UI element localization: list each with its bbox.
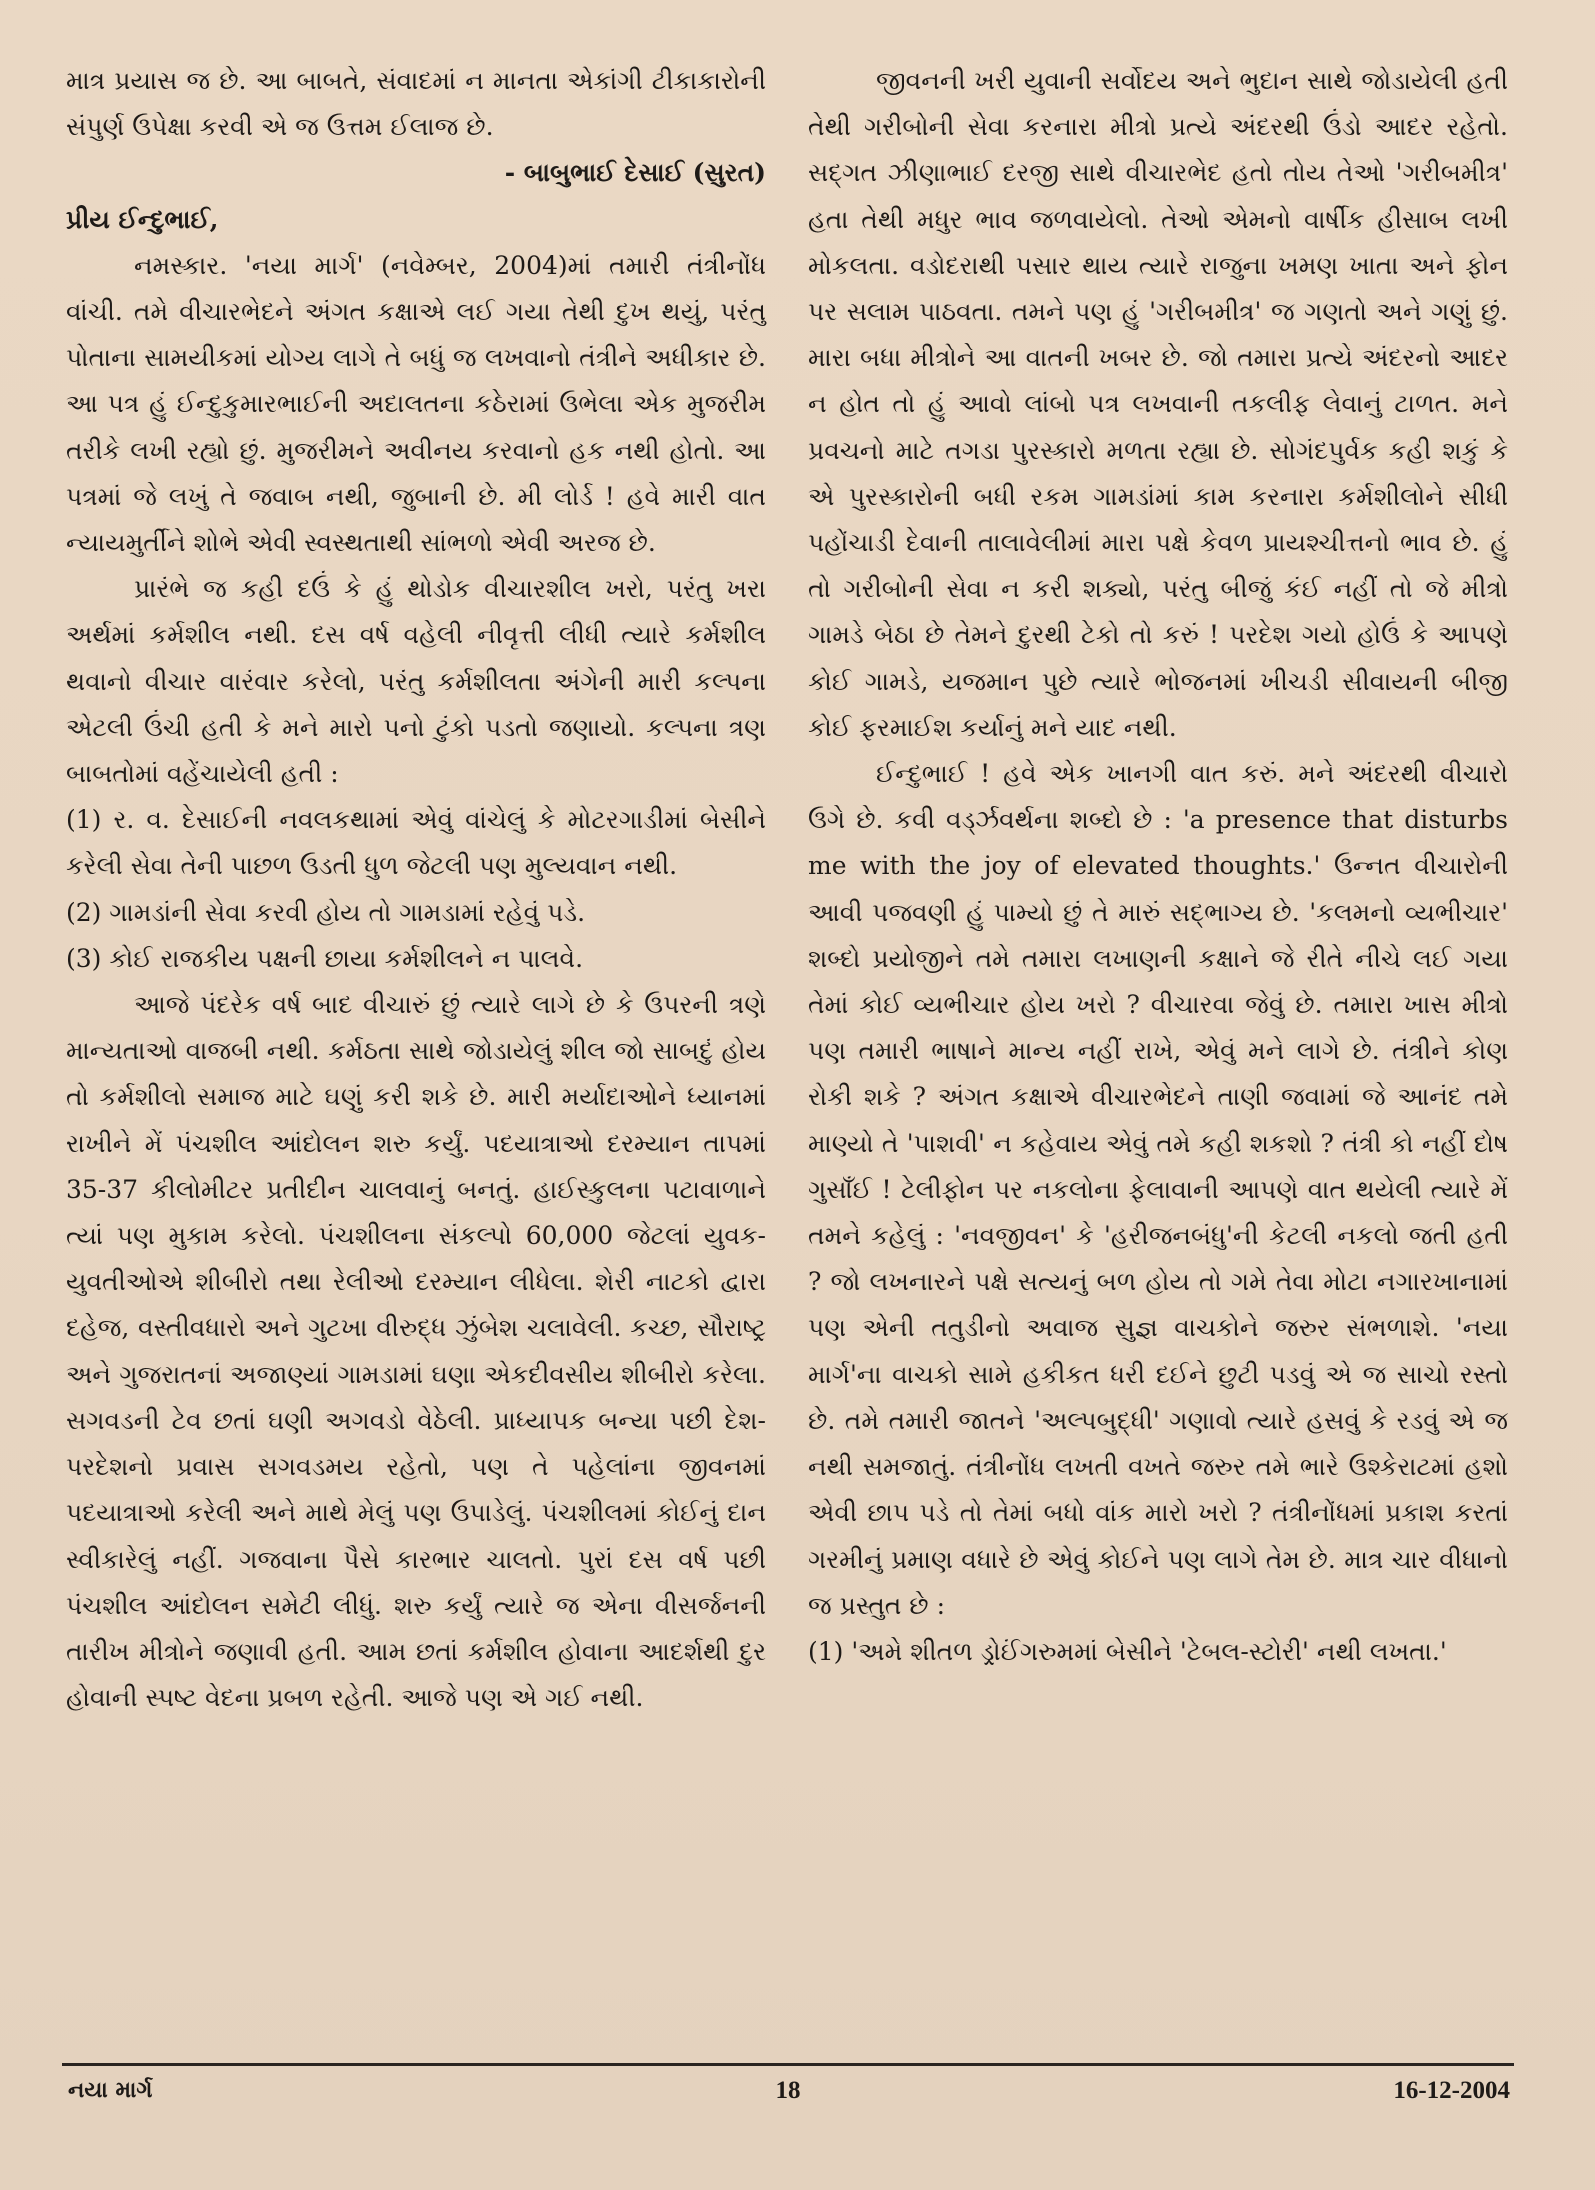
letter-paragraph: જીવનની ખરી યુવાની સર્વોદય અને ભુદાન સાથે જોડાયેલી હતી તેથી ગરીબોની સેવા કરનારા મીત્રો પ્રત્યે અંદરથી ઉંડો આદર રહેતો. સદ્ગત ઝીણાભાઈ દરજી સાથે વીચારભેદ હતો તોય તેઓ 'ગરીબમીત્ર' હતા તેથી મધુર ભાવ જળવાયેલો. તેઓ એમનો વાર્ષીક હીસાબ લખી મોકલતા. વડોદરાથી પસાર થાય ત્યારે રાજુના ખમણ ખાતા અને ફોન પર સલામ પાઠવતા. તમને પણ હું 'ગરીબમીત્ર' જ ગણતો અને ગણું છું. મારા બધા મીત્રોને આ વાતની ખબર છે. જો તમારા પ્રત્યે અંદરનો આદર ન હોત તો હું આવો લાંબો પત્ર લખવાની તકલીફ લેવાનું ટાળત. મને પ્રવચનો માટે તગડા પુરસ્કારો મળતા રહ્યા છે. સોગંદપુર્વક કહી શકું કે એ પુરસ્કારોની બધી રકમ ગામડાંમાં કામ કરનારા કર્મશીલોને સીધી પહોંચાડી દેવાની તાલાવેલીમાં મારા પક્ષે કેવળ પ્રાયશ્ચીત્તનો ભાવ છે. હું તો ગરીબોની સેવા ન કરી શક્યો, પરંતુ બીજું કંઈ નહીં તો જે મીત્રો ગામડે બેઠા છે તેમને દુરથી ટેકો તો કરું ! પરદેશ ગયો હોઉં કે આપણે કોઈ ગામડે, યજમાન પુછે ત્યારે ભોજનમાં ખીચડી સીવાયની બીજી કોઈ ફરમાઈશ કર્યાનું મને યાદ નથી. xyxy=(808,66,1508,742)
letter-salutation: પ્રીય ઈન્દુભાઈ, xyxy=(66,204,219,234)
letter-paragraph: પ્રારંભે જ કહી દઉં કે હું થોડોક વીચારશીલ ખરો, પરંતુ ખરા અર્થમાં કર્મશીલ નથી. દસ વર્ષ વહેલી નીવૃત્તી લીધી ત્યારે કર્મશીલ થવાનો વીચાર વારંવાર કરેલો, પરંતુ કર્મશીલતા અંગેની મારી કલ્પના એટલી ઉંચી હતી કે મને મારો પનો ટુંકો પડતો જણાયો. કલ્પના ત્રણ બાબતોમાં વહેંચાયેલી હતી : xyxy=(66,574,766,789)
list-item: (1) ર. વ. દેસાઈની નવલકથામાં એવું વાંચેલું કે મોટરગાડીમાં બેસીને કરેલી સેવા તેની પાછળ ઉડતી ધુળ જેટલી પણ મુલ્યવાન નથી. xyxy=(66,805,766,881)
letter-paragraph: ઈન્દુભાઈ ! હવે એક ખાનગી વાત કરું. મને અંદરથી વીચારો ઉગે છે. કવી વર્ડ્ઝવર્થના શબ્દો છે : 'a presence that disturbs me with the joy of elevated thoughts.' ઉન્નત વીચારોની આવી પજવણી હું પામ્યો છું તે મારું સદ્ભાગ્ય છે. 'કલમનો વ્યભીચાર' શબ્દો પ્રયોજીને તમે તમારા લખાણની કક્ષાને જે રીતે નીચે લઈ ગયા તેમાં કોઈ વ્યભીચાર હોય ખરો ? વીચારવા જેવું છે. તમારા ખાસ મીત્રો પણ તમારી ભાષાને માન્ય નહીં રાખે, એવું મને લાગે છે. તંત્રીને કોણ રોકી શકે ? અંગત કક્ષાએ વીચારભેદને તાણી જવામાં જે આનંદ તમે માણ્યો તે 'પાશવી' ન કહેવાય એવું તમે કહી શકશો ? તંત્રી કો નહીં દોષ ગુસાઁઈ ! ટેલીફોન પર નકલોના ફેલાવાની આપણે વાત થયેલી ત્યારે મેં તમને કહેલું : 'નવજીવન' કે 'હરીજનબંધુ'ની કેટલી નકલો જતી હતી ? જો લખનારને પક્ષે સત્યનું બળ હોય તો ગમે તેવા મોટા નગારખાનામાં પણ એની તતુડીનો અવાજ સુજ્ઞ વાચકોને જરુર સંભળાશે. 'નયા માર્ગ'ના વાચકો સામે હકીકત ધરી દઈને છુટી પડવું એ જ સાચો રસ્તો છે. તમે તમારી જાતને 'અલ્પબુદ્ધી' ગણાવો ત્યારે હસવું કે રડવું એ જ નથી સમજાતું. તંત્રીનોંધ લખતી વખતે જરુર તમે ભારે ઉશ્કેરાટમાં હશો એવી છાપ પડે તો તેમાં બધો વાંક મારો ખરો ? તંત્રીનોંધમાં પ્રકાશ કરતાં ગરમીનું પ્રમાણ વધારે છે એવું કોઈને પણ લાગે તેમ છે. માત્ર ચાર વીધાનો જ પ્રસ્તુત છે : xyxy=(808,759,1508,1620)
publication-name: નયા માર્ગ xyxy=(68,2077,153,2103)
page-number: 18 xyxy=(775,2077,801,2104)
list-item: (3) કોઈ રાજકીય પક્ષની છાયા કર્મશીલને ન પાલવે. xyxy=(66,943,584,973)
letter-paragraph: નમસ્કાર. 'નયા માર્ગ' (નવેમ્બર, 2004)માં તમારી તંત્રીનોંધ વાંચી. તમે વીચારભેદને અંગત કક્ષાએ લઈ ગયા તેથી દુખ થયું, પરંતુ પોતાના સામયીકમાં યોગ્ય લાગે તે બધું જ લખવાનો તંત્રીને અધીકાર છે. આ પત્ર હું ઈન્દુકુમારભાઈની અદાલતના કઠેરામાં ઉભેલા એક મુજરીમ તરીકે લખી રહ્યો છું. મુજરીમને અવીનય કરવાનો હક નથી હોતો. આ પત્રમાં જે લખું તે જવાબ નથી, જુબાની છે. મી લોર્ડ ! હવે મારી વાત ન્યાયમુર્તીને શોભે એવી સ્વસ્થતાથી સાંભળો એવી અરજ છે. xyxy=(66,250,766,558)
issue-date: 16-12-2004 xyxy=(1393,2077,1510,2104)
right-column xyxy=(808,58,1508,1675)
letter-signature: - બાબુભાઈ દેસાઈ (સુરત) xyxy=(504,158,766,188)
letter-paragraph: આજે પંદરેક વર્ષ બાદ વીચારું છું ત્યારે લાગે છે કે ઉપરની ત્રણે માન્યતાઓ વાજબી નથી. કર્મઠતા સાથે જોડાયેલું શીલ જો સાબદું હોય તો કર્મશીલો સમાજ માટે ઘણું કરી શકે છે. મારી મર્યાદાઓને ધ્યાનમાં રાખીને મેં પંચશીલ આંદોલન શરુ કર્યું. પદયાત્રાઓ દરમ્યાન તાપમાં 35-37 કીલોમીટર પ્રતીદીન ચાલવાનું બનતું. હાઈસ્કુલના પટાવાળાને ત્યાં પણ મુકામ કરેલો. પંચશીલના સંકલ્પો 60,000 જેટલાં યુવક-યુવતીઓએ શીબીરો તથા રેલીઓ દરમ્યાન લીધેલા. શેરી નાટકો દ્વારા દહેજ, વસ્તીવધારો અને ગુટખા વીરુદ્ધ ઝુંબેશ ચલાવેલી. કચ્છ, સૌરાષ્ટ્ર અને ગુજરાતનાં અજાણ્યાં ગામડામાં ઘણા એકદીવસીય શીબીરો કરેલા. સગવડની ટેવ છતાં ઘણી અગવડો વેઠેલી. પ્રાધ્યાપક બન્યા પછી દેશ-પરદેશનો પ્રવાસ સગવડમય રહેતો, પણ તે પહેલાંના જીવનમાં પદયાત્રાઓ કરેલી અને માથે મેલું પણ ઉપાડેલું. પંચશીલમાં કોઈનું દાન સ્વીકારેલું નહીં. ગજવાના પૈસે કારભાર ચાલતો. પુરાં દસ વર્ષ પછી પંચશીલ આંદોલન સમેટી લીધું. શરુ કર્યું ત્યારે જ એના વીસર્જનની તારીખ મીત્રોને જણાવી હતી. આમ છતાં કર્મશીલ હોવાના આદર્શથી દુર હોવાની સ્પષ્ટ વેદના પ્રબળ રહેતી. આજે પણ એ ગઈ નથી. xyxy=(66,990,766,1713)
numbered-list xyxy=(66,797,766,982)
footer-divider xyxy=(62,2063,1514,2066)
page-footer xyxy=(62,2077,1514,2117)
left-column xyxy=(66,58,766,1721)
list-item: (1) 'અમે શીતળ ડ્રોઈંગરુમમાં બેસીને 'ટેબલ-સ્ટોરી' નથી લખતા.' xyxy=(808,1636,1447,1666)
opening-paragraph: માત્ર પ્રયાસ જ છે. આ બાબતે, સંવાદમાં ન માનતા એકાંગી ટીકાકારોની સંપુર્ણ ઉપેક્ષા કરવી એ જ ઉત્તમ ઈલાજ છે. xyxy=(66,66,766,142)
list-item: (2) ગામડાંની સેવા કરવી હોય તો ગામડામાં રહેવું પડે. xyxy=(66,897,586,927)
